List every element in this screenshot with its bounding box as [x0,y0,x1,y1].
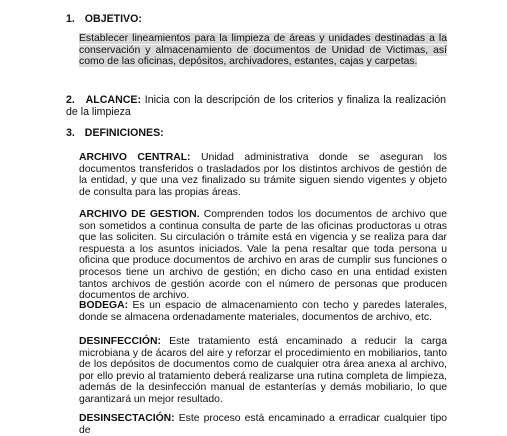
section-1-heading [66,13,142,25]
definition-term: DESINFECCIÓN: [79,336,161,347]
definition-text: Unidad administrativa donde se aseguran los documentos transferidos o trasladados por los distintos archivos de gestión de la entidad, y que una vez finalizado su trámite siguen siendo vigentes y objeto de consulta para las propias áreas. [79,152,447,198]
section-title: DEFINICIONES: [84,127,164,139]
definition-term: ARCHIVO DE GESTION. [79,209,200,220]
section-3-heading [66,127,164,139]
objective-paragraph [79,33,447,68]
definition-desinfeccion [79,336,447,406]
section-number: 2. [66,94,75,106]
section-2-heading [66,94,446,118]
scope-text: Inicia con la descripción de los criterios y finaliza la realización de la limpieza [66,94,446,118]
definition-bodega [79,300,447,323]
definition-text: Este tratamiento está encaminado a reducir la carga microbiana y de ácaros del aire y reforzar el procedimiento en mobiliarios, tanto de los depósitos de documentos como de cualquier otra área anexa al archivo, por ello previo al tratamiento deberá realizarse una rutina completa de limpieza, además de la desinfección manual de estanterías y demás mobiliario, lo que garantizará un mejor resultado. [79,336,447,405]
definition-text: Es un espacio de almacenamiento con techo y paredes laterales, donde se almacena ordenadamente materiales, documentos de archivo, etc. [79,300,448,323]
definition-term: DESINSECTACIÓN: [79,413,175,424]
definition-archivo-central [79,152,447,198]
definition-term: ARCHIVO CENTRAL: [79,152,191,163]
definition-text: Este proceso está encaminado a erradicar cualquier tipo de [79,413,448,436]
definition-text: Comprenden todos los documentos de archivo que son sometidos a continua consulta de parte de las oficinas productoras u otras que las soliciten. Su circulación o trámite está en vigencia y se realiza para dar respuesta a los asuntos iniciados. Vale la pena resaltar que toda persona u oficina que produce documentos de archivo en aras de cumplir sus funciones o procesos tiene un archivo de gestión; en dicho caso en una entidad existen tantos archivos de gestión acorde con el número de personas que producen documentos de archivo. [79,209,447,302]
section-number: 3. [66,127,75,139]
objective-text: Establecer lineamientos para la limpieza de áreas y unidades destinadas a la conservación y almacenamiento de documentos de Unidad de Victimas, así como de las oficinas, depósitos, archivadores, estantes, cajas y carpetas. [79,33,447,68]
section-title: ALCANCE: [85,94,141,106]
definition-desinsectacion [79,413,447,436]
section-number: 1. [66,13,75,25]
definition-term: BODEGA: [79,300,129,311]
section-title: OBJETIVO: [84,13,142,25]
definition-archivo-gestion [79,209,447,302]
